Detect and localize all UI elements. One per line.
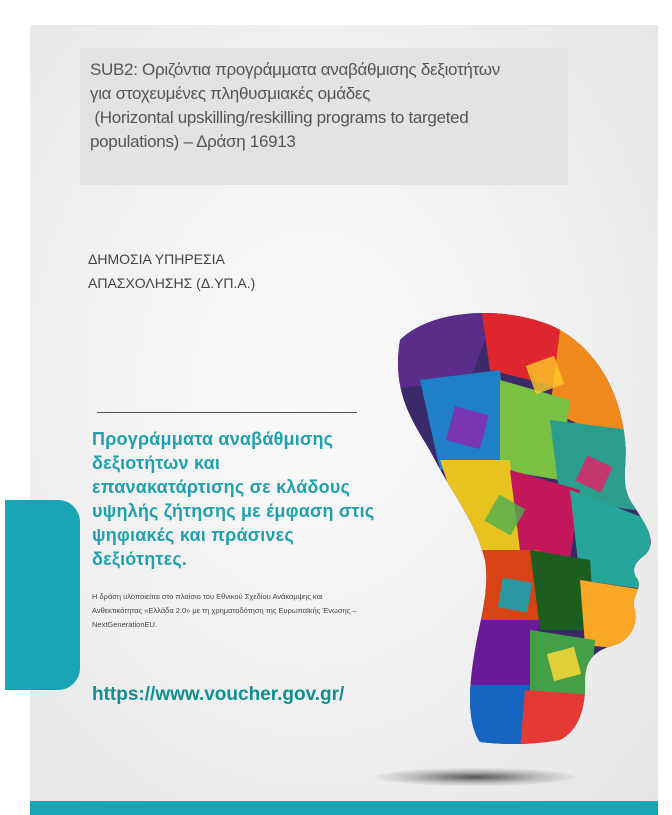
title-line: SUB2: Οριζόντια προγράμματα αναβάθμισης δεξιοτήτων [90,60,500,79]
title-line: για στοχευμένες πληθυσμιακές ομάδες [90,84,371,103]
bottom-accent-bar [30,801,658,815]
headline-line: επανακατάρτισης σε κλάδους [92,477,351,497]
agency-line: ΑΠΑΣΧΟΛΗΣΗΣ (Δ.ΥΠ.Α.) [88,275,256,291]
head-shadow [375,768,575,786]
funding-note [92,590,422,632]
headline-line: Προγράμματα αναβάθμισης [92,429,334,449]
mosaic-head-illustration [380,300,670,760]
note-line: NextGenerationEU. [92,620,158,629]
title-line: populations) – Δράση 16913 [90,132,296,151]
note-line: Ανθεκτικότητας «Ελλάδα 2.0» με τη χρηματοδότηση της Ευρωπαϊκής Ένωσης – [92,606,357,615]
headline-line: δεξιότητες. [92,549,188,569]
voucher-link[interactable]: https://www.voucher.gov.gr/ [92,684,345,705]
agency-name [88,247,255,295]
headline-line: ψηφιακές και πράσινες [92,525,294,545]
decorative-side-tab [5,500,80,690]
title-text [90,58,560,154]
title-box [80,48,568,185]
headline-line: υψηλής ζήτησης με έμφαση στις [92,501,375,521]
agency-line: ΔΗΜΟΣΙΑ ΥΠΗΡΕΣΙΑ [88,251,225,267]
title-line: (Horizontal upskilling/reskilling programs to targeted [90,108,469,127]
divider [97,412,357,413]
headline-line: δεξιοτήτων και [92,453,221,473]
note-line: Η δράση υλοποιείται στο πλαίσιο του Εθνικού Σχεδίου Ανάκαμψης και [92,592,323,601]
headline [92,427,422,571]
